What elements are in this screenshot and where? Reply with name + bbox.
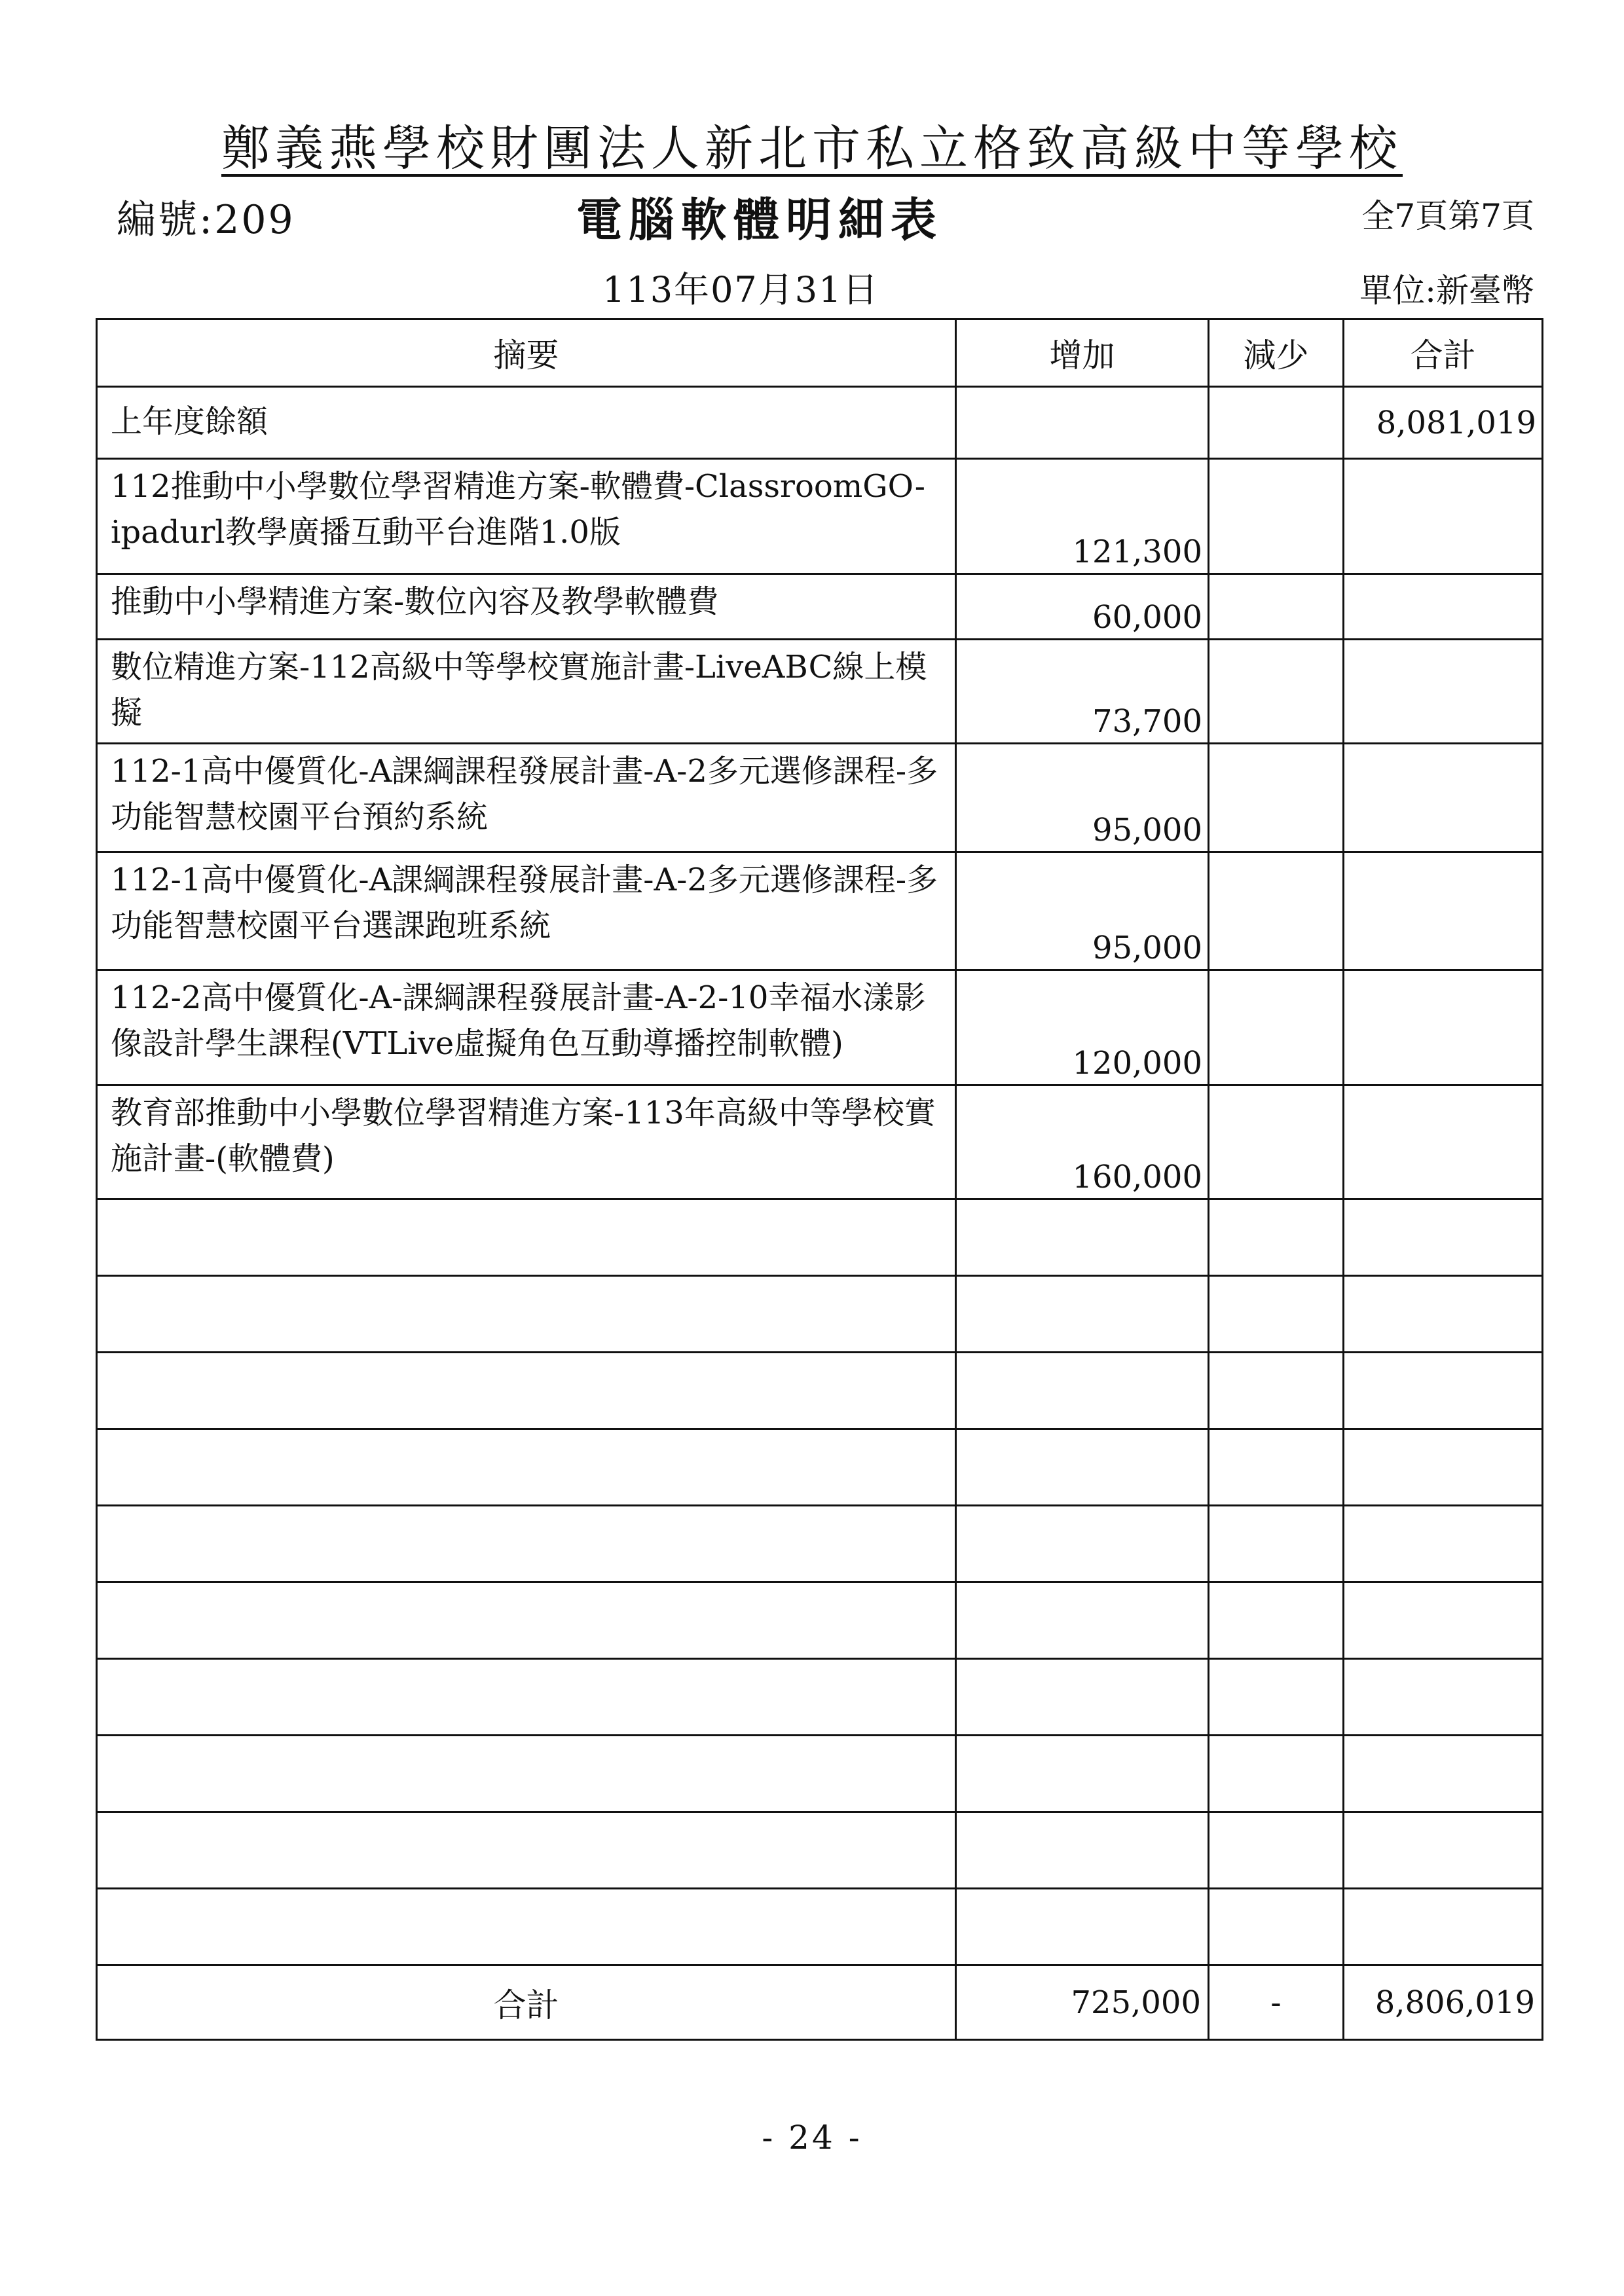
- item-decrease: [1209, 970, 1344, 1085]
- col-header-decrease: 減少: [1209, 319, 1344, 387]
- col-header-total: 合計: [1344, 319, 1543, 387]
- table-row: [97, 459, 1543, 574]
- item-description: 112-1高中優質化-A課綱課程發展計畫-A-2多元選修課程-多功能智慧校園平台選課跑班系統: [97, 852, 956, 970]
- empty-cell: [1209, 1199, 1344, 1276]
- empty-cell: [1344, 1812, 1543, 1889]
- empty-cell: [97, 1353, 956, 1429]
- school-title: 鄭義燕學校財團法人新北市私立格致高級中等學校: [221, 120, 1403, 177]
- empty-cell: [1209, 1353, 1344, 1429]
- empty-row: [97, 1353, 1543, 1429]
- empty-cell: [1344, 1659, 1543, 1736]
- empty-row: [97, 1506, 1543, 1582]
- item-increase: 160,000: [956, 1085, 1209, 1199]
- item-decrease: [1209, 744, 1344, 852]
- empty-row: [97, 1429, 1543, 1506]
- empty-cell: [97, 1506, 956, 1582]
- empty-cell: [97, 1889, 956, 1965]
- item-total: [1344, 574, 1543, 640]
- empty-row: [97, 1736, 1543, 1812]
- empty-cell: [956, 1429, 1209, 1506]
- summary-total: 8,806,019: [1344, 1965, 1543, 2040]
- empty-cell: [956, 1659, 1209, 1736]
- empty-cell: [1344, 1582, 1543, 1659]
- empty-cell: [956, 1736, 1209, 1812]
- item-description: 教育部推動中小學數位學習精進方案-113年高級中等學校實施計畫-(軟體費): [97, 1085, 956, 1199]
- opening-increase-cell: [956, 387, 1209, 459]
- empty-cell: [97, 1812, 956, 1889]
- opening-balance-row: [97, 387, 1543, 459]
- item-total: [1344, 852, 1543, 970]
- empty-row: [97, 1199, 1543, 1276]
- empty-cell: [956, 1889, 1209, 1965]
- item-increase: 120,000: [956, 970, 1209, 1085]
- empty-cell: [1344, 1506, 1543, 1582]
- empty-cell: [956, 1199, 1209, 1276]
- empty-cell: [1209, 1889, 1344, 1965]
- item-description: 112推動中小學數位學習精進方案-軟體費-ClassroomGO-ipadurl教學廣播互動平台進階1.0版: [97, 459, 956, 574]
- table-row: [97, 852, 1543, 970]
- item-decrease: [1209, 852, 1344, 970]
- empty-cell: [1209, 1659, 1344, 1736]
- empty-cell: [1344, 1736, 1543, 1812]
- table-row: [97, 1085, 1543, 1199]
- item-total: [1344, 970, 1543, 1085]
- empty-cell: [97, 1659, 956, 1736]
- item-total: [1344, 744, 1543, 852]
- empty-cell: [1344, 1429, 1543, 1506]
- empty-row: [97, 1812, 1543, 1889]
- empty-cell: [956, 1276, 1209, 1353]
- doc-title: 電腦軟體明細表: [576, 192, 943, 247]
- item-decrease: [1209, 459, 1344, 574]
- page-info: 全7頁第7頁: [1361, 197, 1534, 235]
- empty-row: [97, 1276, 1543, 1353]
- empty-cell: [97, 1736, 956, 1812]
- item-description: 數位精進方案-112高級中等學校實施計畫-LiveABC線上模擬: [97, 640, 956, 744]
- empty-cell: [1344, 1199, 1543, 1276]
- software-ledger-table: [96, 318, 1543, 2041]
- empty-cell: [1344, 1889, 1543, 1965]
- empty-cell: [1209, 1812, 1344, 1889]
- table-row: [97, 640, 1543, 744]
- item-increase: 60,000: [956, 574, 1209, 640]
- empty-cell: [1209, 1276, 1344, 1353]
- item-increase: 95,000: [956, 744, 1209, 852]
- empty-cell: [956, 1353, 1209, 1429]
- table-row: [97, 744, 1543, 852]
- table-row: [97, 970, 1543, 1085]
- item-total: [1344, 1085, 1543, 1199]
- item-decrease: [1209, 640, 1344, 744]
- item-description: 112-1高中優質化-A課綱課程發展計畫-A-2多元選修課程-多功能智慧校園平台預約系統: [97, 744, 956, 852]
- item-total: [1344, 640, 1543, 744]
- summary-label: 合計: [97, 1965, 956, 2040]
- table-header-row: [97, 319, 1543, 387]
- item-increase: 95,000: [956, 852, 1209, 970]
- doc-number: 編號:209: [117, 197, 295, 243]
- item-decrease: [1209, 1085, 1344, 1199]
- empty-cell: [1209, 1429, 1344, 1506]
- empty-cell: [956, 1812, 1209, 1889]
- opening-balance-label: 上年度餘額: [97, 387, 956, 459]
- col-header-increase: 增加: [956, 319, 1209, 387]
- empty-cell: [97, 1429, 956, 1506]
- empty-cell: [1344, 1276, 1543, 1353]
- item-decrease: [1209, 574, 1344, 640]
- empty-cell: [1209, 1736, 1344, 1812]
- item-increase: 121,300: [956, 459, 1209, 574]
- empty-cell: [1209, 1506, 1344, 1582]
- empty-cell: [97, 1276, 956, 1353]
- empty-cell: [97, 1199, 956, 1276]
- doc-date: 113年07月31日: [602, 269, 879, 310]
- item-description: 112-2高中優質化-A-課綱課程發展計畫-A-2-10幸福水漾影像設計學生課程(VTLive虛擬角色互動導播控制軟體): [97, 970, 956, 1085]
- table-row: [97, 574, 1543, 640]
- empty-cell: [1209, 1582, 1344, 1659]
- item-total: [1344, 459, 1543, 574]
- opening-balance-total: 8,081,019: [1344, 387, 1543, 459]
- opening-decrease-cell: [1209, 387, 1344, 459]
- col-header-description: 摘要: [97, 319, 956, 387]
- summary-row: [97, 1965, 1543, 2040]
- item-description: 推動中小學精進方案-數位內容及教學軟體費: [97, 574, 956, 640]
- empty-cell: [956, 1582, 1209, 1659]
- summary-increase: 725,000: [956, 1965, 1209, 2040]
- empty-cell: [1344, 1353, 1543, 1429]
- item-increase: 73,700: [956, 640, 1209, 744]
- page-number: - 24 -: [762, 2119, 862, 2157]
- empty-cell: [97, 1582, 956, 1659]
- empty-row: [97, 1582, 1543, 1659]
- empty-row: [97, 1659, 1543, 1736]
- summary-decrease: -: [1209, 1965, 1344, 2040]
- empty-cell: [956, 1506, 1209, 1582]
- currency-unit: 單位:新臺幣: [1359, 272, 1534, 310]
- empty-row: [97, 1889, 1543, 1965]
